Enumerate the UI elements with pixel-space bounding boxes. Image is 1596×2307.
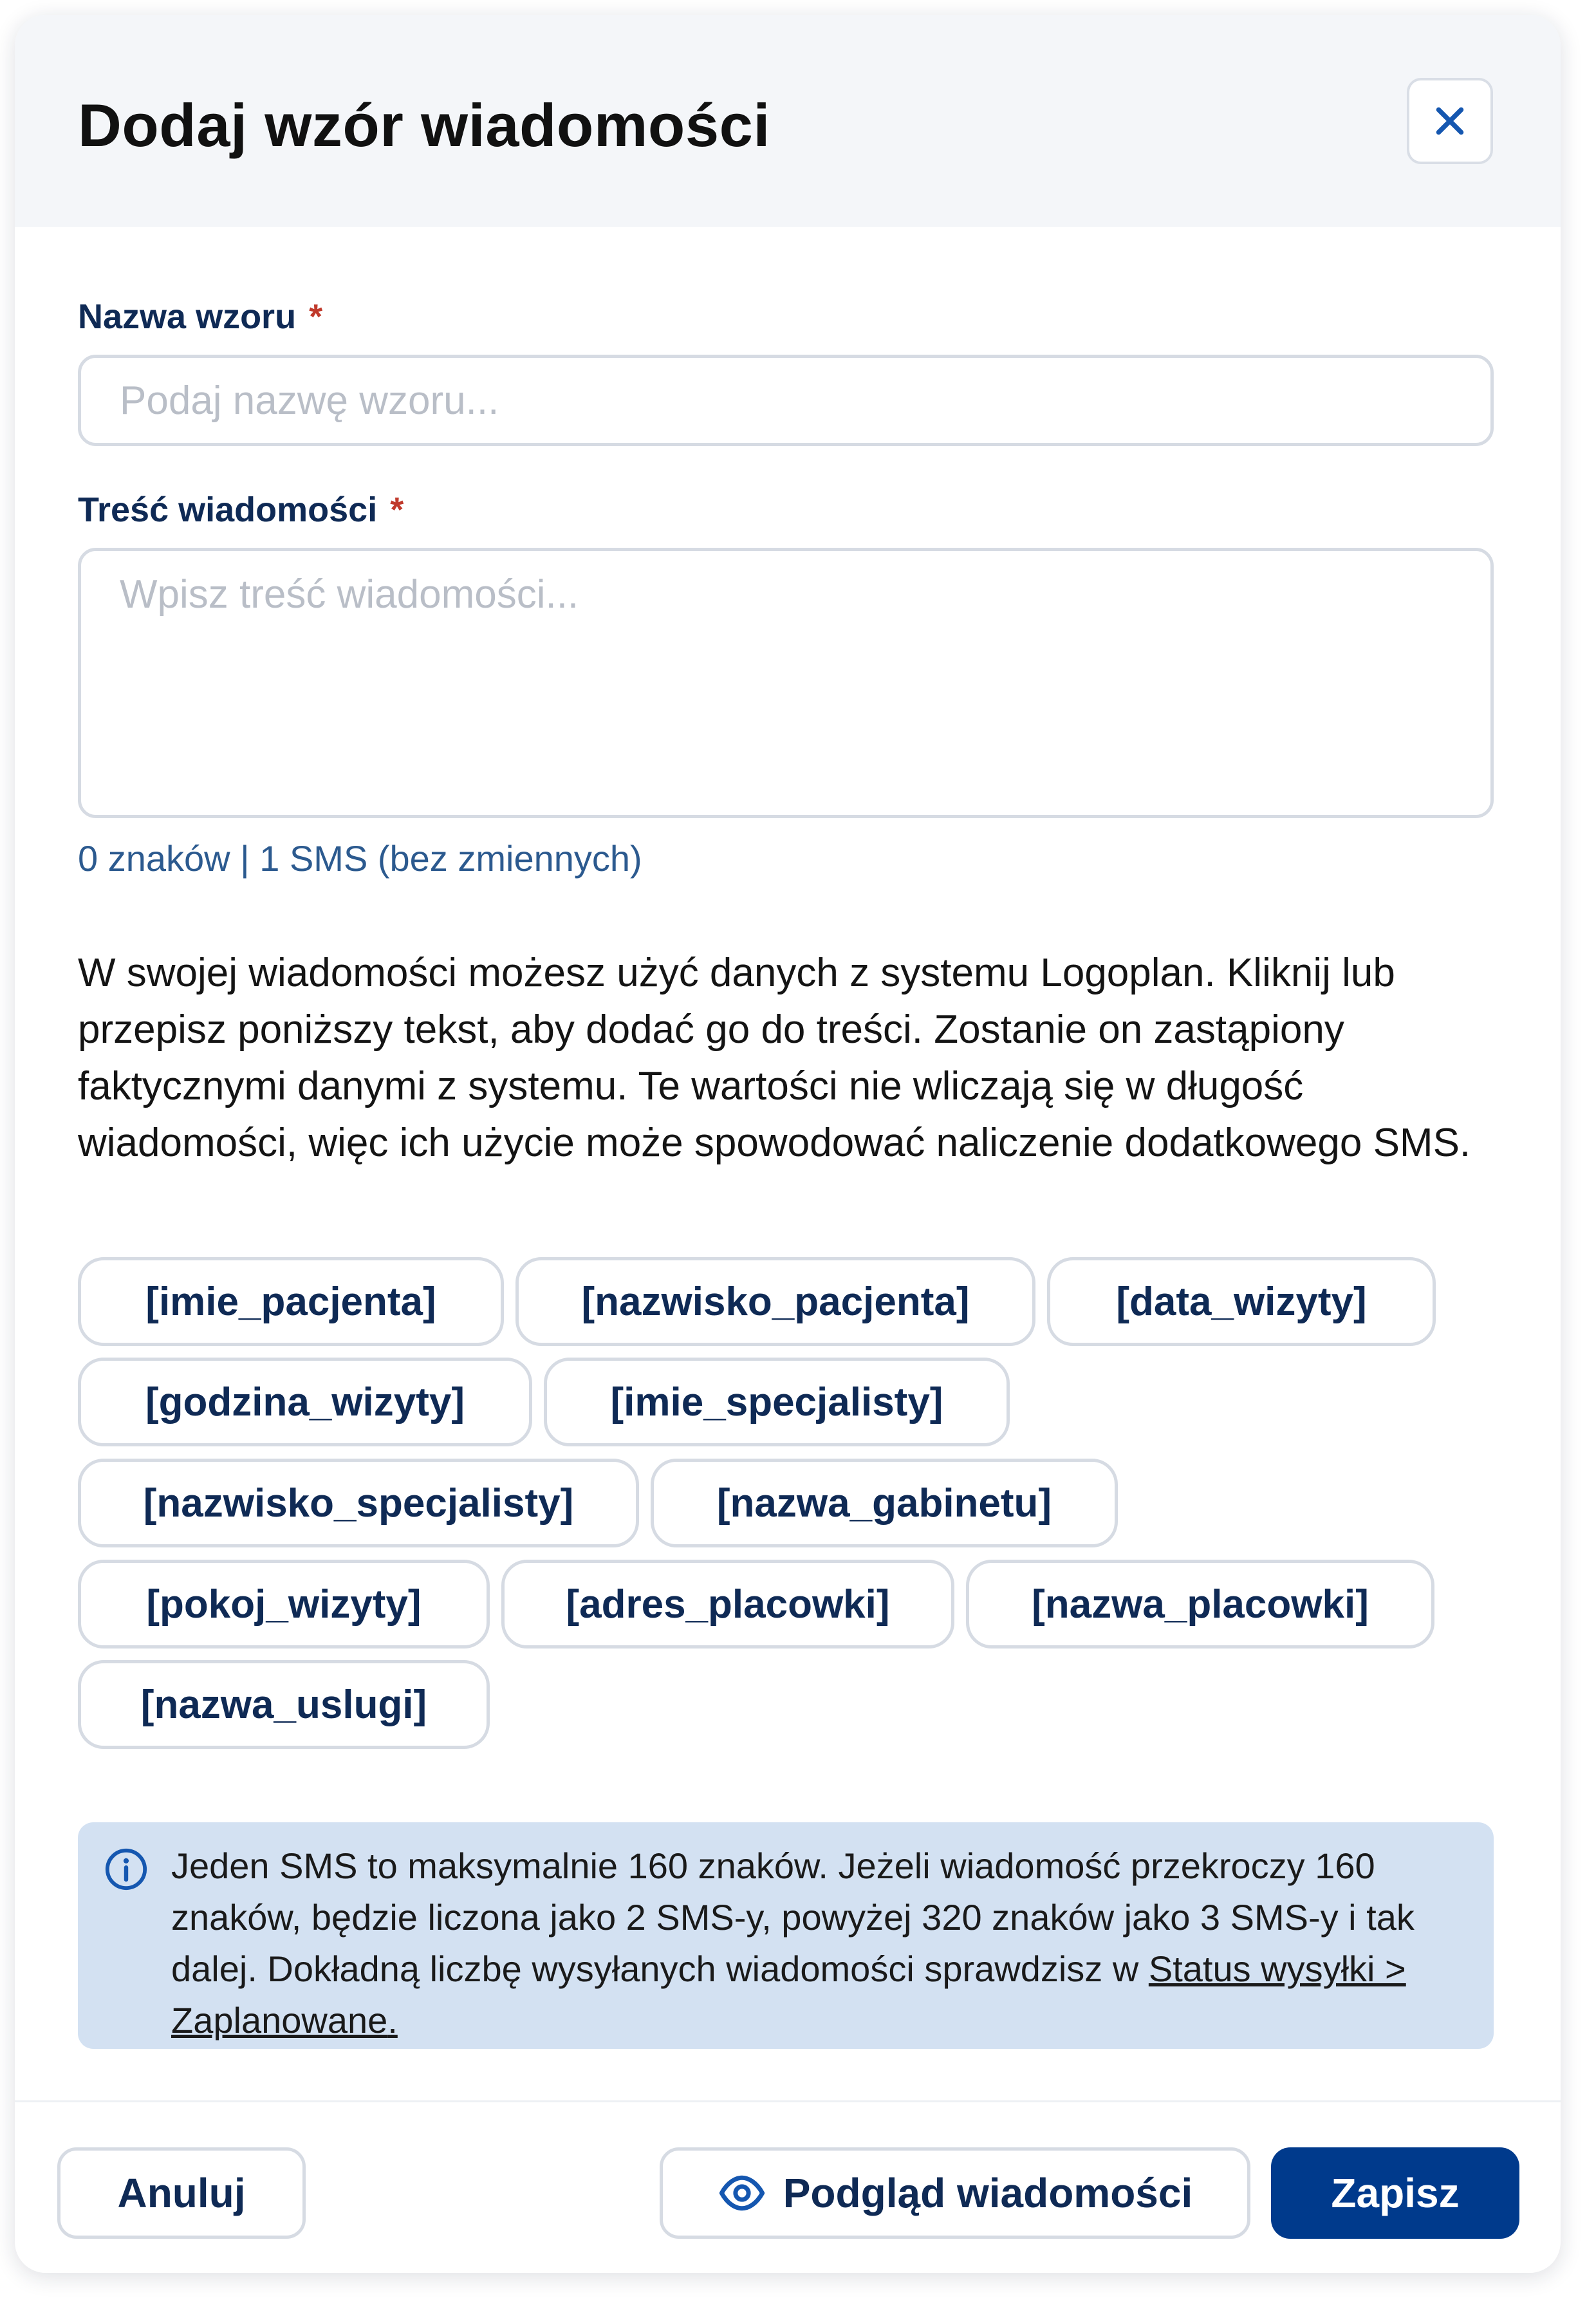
template-name-label (78, 297, 322, 337)
variable-chip-pokoj-wizyty[interactable]: [pokoj_wizyty] (78, 1560, 490, 1649)
variable-chip-godzina-wizyty[interactable]: [godzina_wizyty] (78, 1358, 532, 1446)
variable-chip-adres-placowki[interactable]: [adres_placowki] (501, 1560, 954, 1649)
variables-description: W swojej wiadomości możesz użyć danych z systemu Logoplan. Kliknij lub przepisz poniższy tekst, aby dodać go do treści. Zostanie on zastąpiony faktycznymi danymi z systemu. Te wartości nie wliczają się w długość wiadomości, więc ich użycie może spowodować naliczenie dodatkowego SMS. (78, 951, 1471, 1165)
close-icon (1431, 102, 1469, 140)
variable-chip-nazwa-placowki[interactable]: [nazwa_placowki] (966, 1560, 1434, 1649)
variable-chip-imie-specjalisty[interactable]: [imie_specjalisty] (544, 1358, 1010, 1446)
variable-chip-nazwisko-specjalisty[interactable]: [nazwisko_specjalisty] (78, 1459, 639, 1547)
variable-chip-data-wizyty[interactable]: [data_wizyty] (1047, 1257, 1436, 1346)
character-counter: 0 znaków | 1 SMS (bez zmiennych) (78, 838, 642, 879)
sms-info-box (78, 1822, 1494, 2049)
preview-button-label: Podgląd wiadomości (783, 2170, 1193, 2216)
template-name-placeholder: Podaj nazwę wzoru... (120, 378, 499, 423)
eye-icon (718, 2169, 766, 2218)
preview-button[interactable] (660, 2147, 1250, 2239)
save-button[interactable]: Zapisz (1271, 2147, 1519, 2239)
variable-chip-nazwa-gabinetu[interactable]: [nazwa_gabinetu] (651, 1459, 1118, 1547)
link-end: . (387, 2000, 398, 2041)
sms-info-text (171, 1840, 1458, 2046)
info-icon (104, 1847, 149, 1892)
footer-divider (15, 2100, 1561, 2102)
message-content-label (78, 490, 404, 530)
variable-chip-nazwisko-pacjenta[interactable]: [nazwisko_pacjenta] (515, 1257, 1035, 1346)
add-template-modal (15, 15, 1561, 2273)
variable-chip-imie-pacjenta[interactable]: [imie_pacjenta] (78, 1257, 504, 1346)
variable-chip-nazwa-uslugi[interactable]: [nazwa_uslugi] (78, 1660, 490, 1749)
template-name-label-text: Nazwa wzoru (78, 297, 297, 336)
cancel-button[interactable]: Anuluj (57, 2147, 306, 2239)
status-scheduled-link[interactable]: Status wysyłki > Zaplanowane (171, 1948, 1406, 2041)
required-marker: * (390, 490, 404, 529)
template-name-input[interactable] (78, 355, 1494, 446)
message-content-textarea[interactable] (78, 548, 1494, 818)
close-button[interactable] (1407, 78, 1493, 164)
modal-title: Dodaj wzór wiadomości (78, 91, 770, 159)
modal-header (15, 15, 1561, 227)
message-content-placeholder: Wpisz treść wiadomości... (120, 572, 579, 617)
required-marker: * (309, 297, 323, 336)
sms-info-body: Jeden SMS to maksymalnie 160 znaków. Jeżeli wiadomość przekroczy 160 znaków, będzie liczona jako 2 SMS-y, powyżej 320 znaków jako 3 SMS-y i tak dalej. Dokładną liczbę wysyłanych wiadomości sprawdzisz w (171, 1845, 1415, 1989)
message-content-label-text: Treść wiadomości (78, 490, 378, 529)
